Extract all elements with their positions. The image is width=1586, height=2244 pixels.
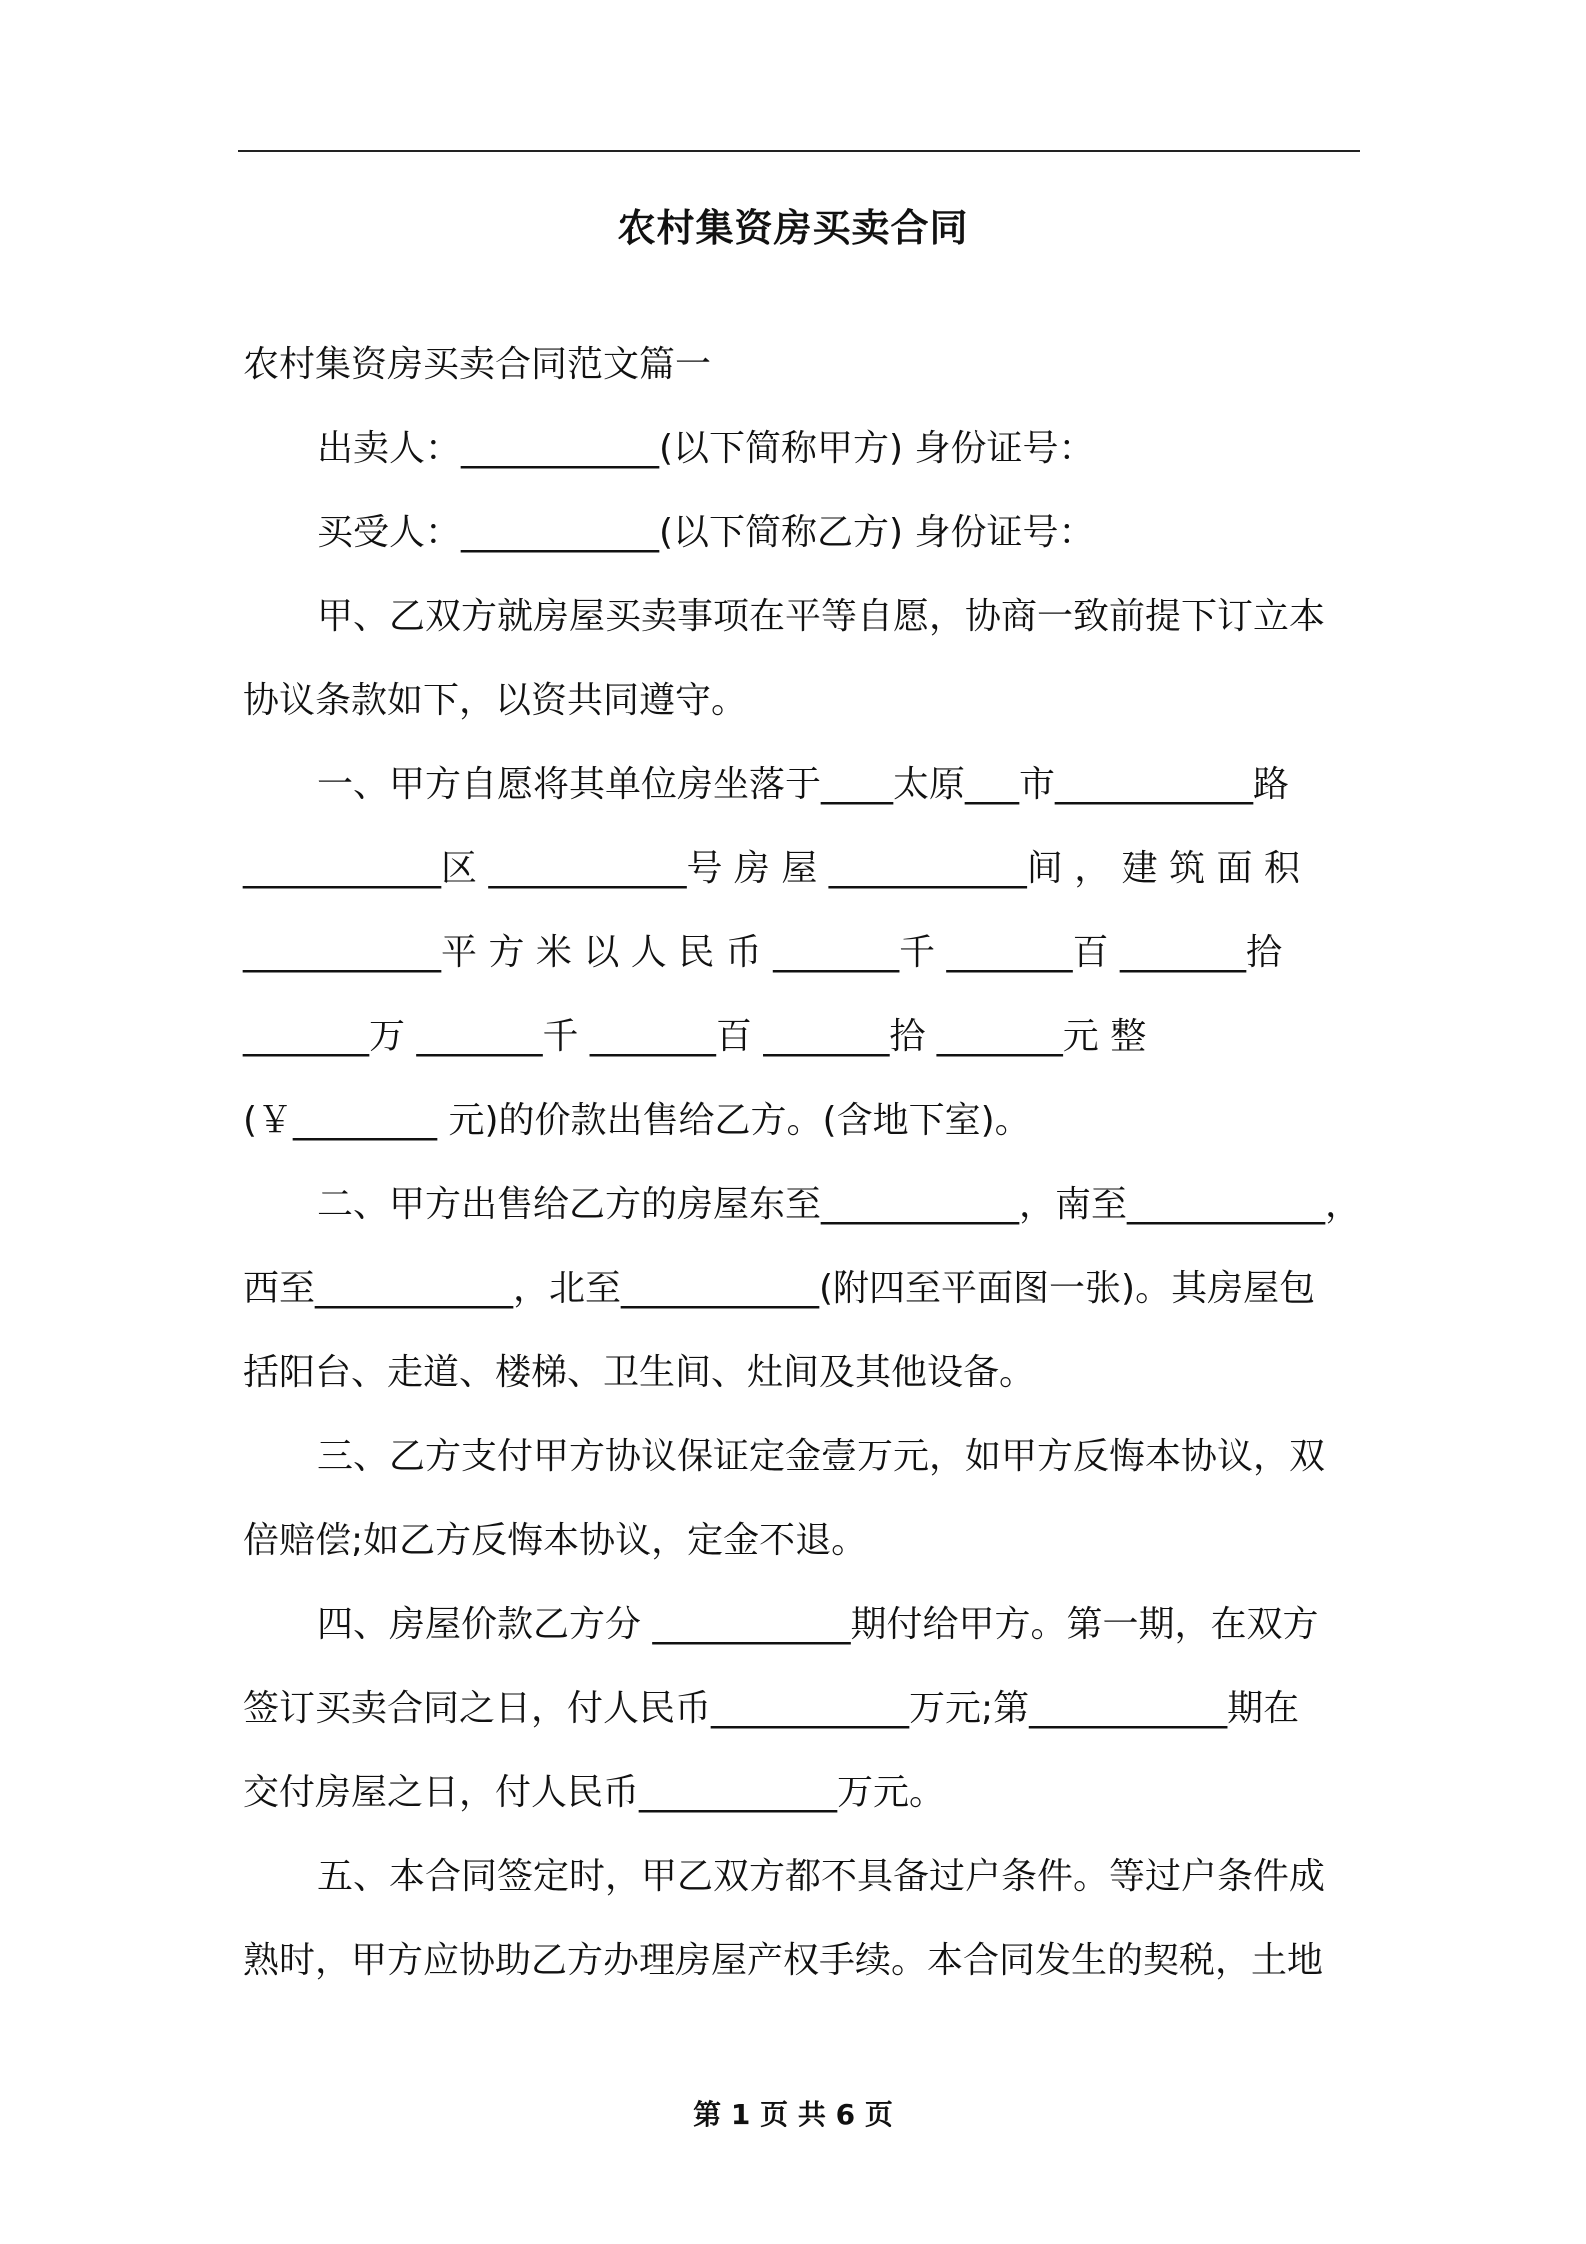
clause-1-line: ___________平 方 米 以 人 民 币 _______千 _______百 _______拾	[243, 932, 1282, 973]
clause-1-line: ___________区 ___________号 房 屋 ___________间 ， 建 筑 面 积	[243, 848, 1300, 889]
seller-line: 出卖人：___________(以下简称甲方) 身份证号：	[317, 428, 1095, 469]
clause-2-line: 西至___________，北至___________(附四至平面图一张)。其房屋包	[243, 1268, 1316, 1309]
page-number: 第 1 页 共 6 页	[693, 2098, 893, 2131]
preamble-line: 协议条款如下，以资共同遵守。	[243, 680, 748, 721]
buyer-line: 买受人：___________(以下简称乙方) 身份证号：	[317, 512, 1095, 553]
clause-3-line: 倍赔偿;如乙方反悔本协议，定金不退。	[243, 1520, 868, 1561]
document-subtitle: 农村集资房买卖合同范文篇一	[243, 344, 712, 385]
clause-5-line: 五、本合同签定时，甲乙双方都不具备过户条件。等过户条件成	[317, 1856, 1326, 1897]
clause-2-line: 括阳台、走道、楼梯、卫生间、灶间及其他设备。	[243, 1352, 1036, 1393]
document-title: 农村集资房买卖合同	[617, 206, 969, 250]
clause-1-line: (￥________ 元)的价款出售给乙方。(含地下室)。	[243, 1100, 1031, 1141]
clause-1-line: 一、甲方自愿将其单位房坐落于____太原___市___________路	[317, 764, 1290, 805]
clause-5-line: 熟时，甲方应协助乙方办理房屋产权手续。本合同发生的契税，土地	[243, 1940, 1324, 1981]
preamble-line: 甲、乙双方就房屋买卖事项在平等自愿，协商一致前提下订立本	[317, 596, 1326, 637]
header-rule	[238, 150, 1360, 152]
clause-1-line: _______万 _______千 _______百 _______拾 _______元 整	[243, 1016, 1147, 1057]
clause-4-line: 签订买卖合同之日，付人民币___________万元;第___________期在	[243, 1688, 1300, 1729]
clause-4-line: 交付房屋之日，付人民币___________万元。	[243, 1772, 946, 1813]
clause-3-line: 三、乙方支付甲方协议保证定金壹万元，如甲方反悔本协议，双	[317, 1436, 1326, 1477]
clause-4-line: 四、房屋价款乙方分 ___________期付给甲方。第一期，在双方	[317, 1604, 1319, 1645]
document-body	[243, 323, 1362, 2003]
clause-2-line: 二、甲方出售给乙方的房屋东至___________，南至___________，	[317, 1184, 1362, 1225]
